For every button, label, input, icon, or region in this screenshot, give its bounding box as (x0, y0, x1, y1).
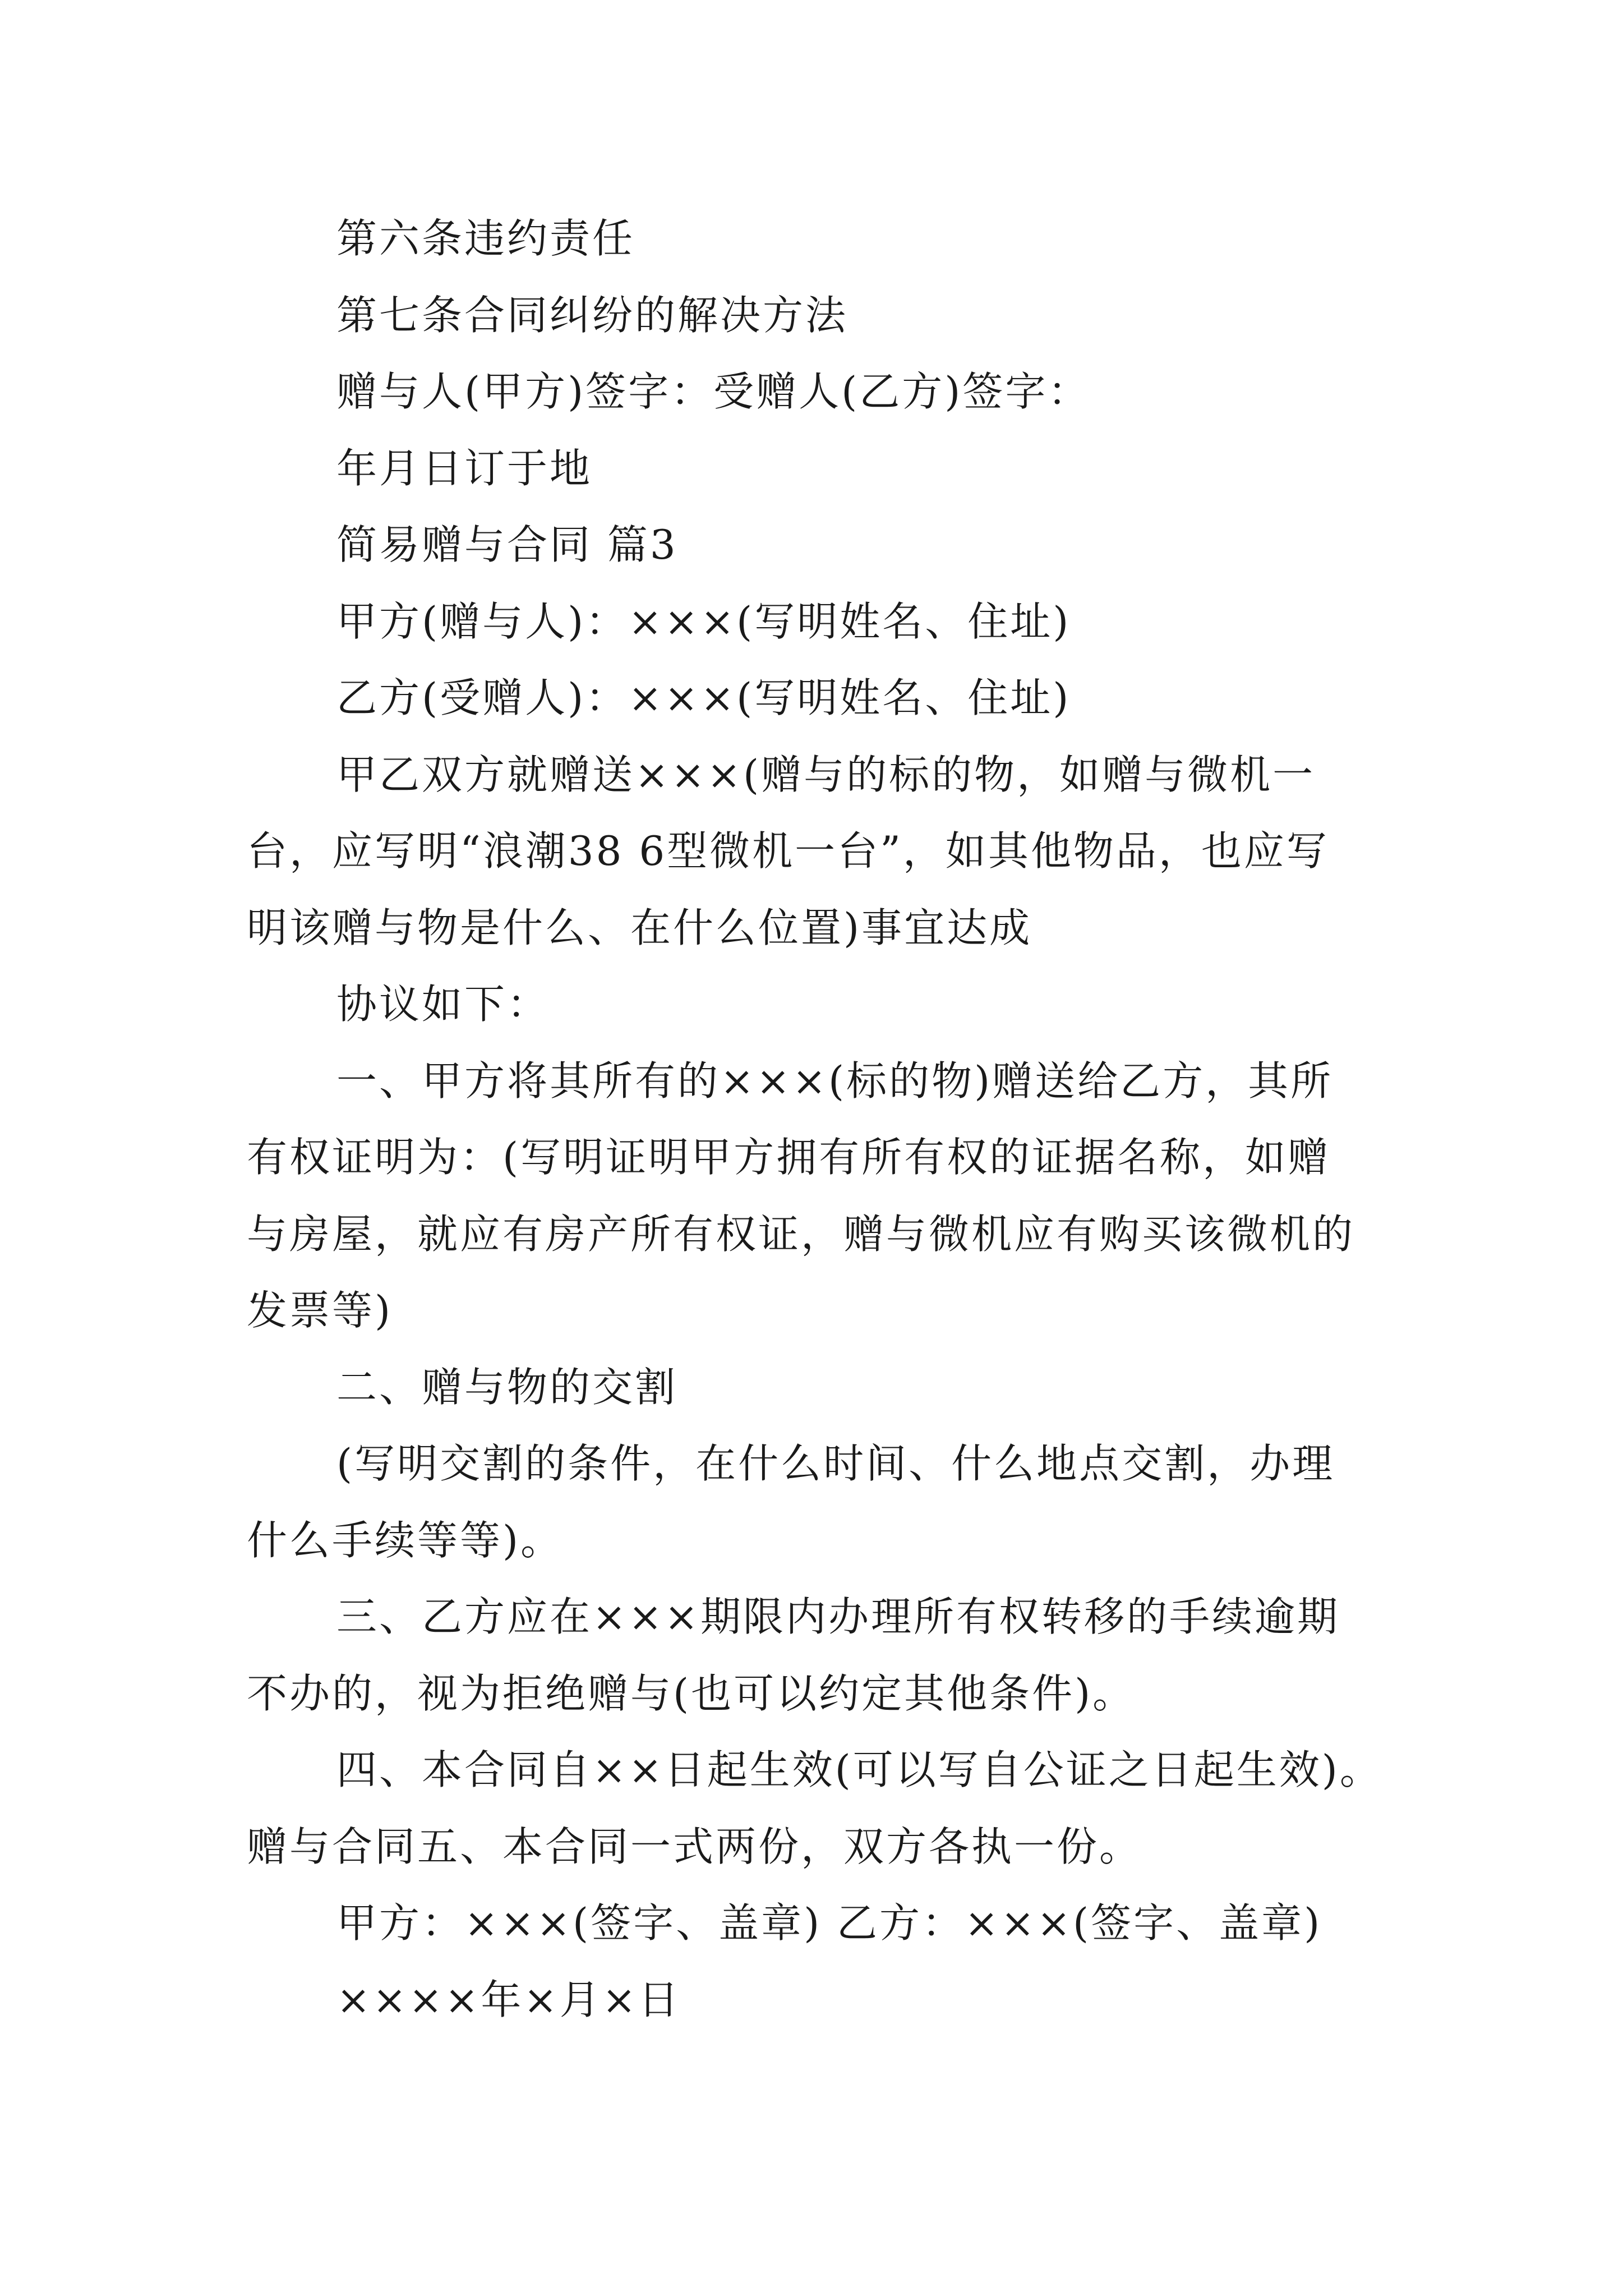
text-line: 什么手续等等)。 (247, 1517, 564, 1564)
text-line: 二、赠与物的交割 (336, 1364, 678, 1411)
signature-line: 甲方：×××(签字、盖章) 乙方：×××(签字、盖章) (336, 1899, 1322, 1947)
text-line: 有权证明为：(写明证明甲方拥有所有权的证据名称，如赠 (247, 1134, 1331, 1181)
text-line: 协议如下： (336, 981, 550, 1028)
text-line: 赠与合同五、本合同一式两份，双方各执一份。 (247, 1823, 1142, 1870)
text-line: 甲方(赠与人)：×××(写明姓名、住址) (336, 598, 1071, 645)
text-line: 发票等) (247, 1287, 393, 1334)
text-line: 一、甲方将其所有的×××(标的物)赠送给乙方，其所 (336, 1057, 1334, 1105)
text-line: 台，应写明“浪潮38 6型微机一台”，如其他物品，也应写 (247, 827, 1329, 875)
text-line: 四、本合同自××日起生效(可以写自公证之日起生效)。 (336, 1746, 1382, 1793)
text-line: (写明交割的条件，在什么时间、什么地点交割，办理 (336, 1440, 1335, 1487)
section-heading: 简易赠与合同 篇3 (336, 521, 678, 568)
text-line: 甲乙双方就赠送×××(赠与的标的物，如赠与微机一 (336, 751, 1316, 798)
text-line: 三、乙方应在×××期限内办理所有权转移的手续逾期 (336, 1593, 1340, 1640)
date-line: ××××年×月×日 (336, 1976, 681, 2023)
text-line: 年月日订于地 (336, 445, 593, 492)
text-line: 第七条合同纠纷的解决方法 (336, 292, 849, 339)
text-line: 与房屋，就应有房产所有权证，赠与微机应有购买该微机的 (247, 1211, 1355, 1258)
text-line: 乙方(受赠人)：×××(写明姓名、住址) (336, 674, 1071, 721)
text-line: 第六条违约责任 (336, 215, 635, 262)
text-line: 赠与人(甲方)签字：受赠人(乙方)签字： (336, 368, 1091, 415)
text-line: 不办的，视为拒绝赠与(也可以约定其他条件)。 (247, 1670, 1136, 1717)
text-line: 明该赠与物是什么、在什么位置)事宜达成 (247, 904, 1032, 951)
